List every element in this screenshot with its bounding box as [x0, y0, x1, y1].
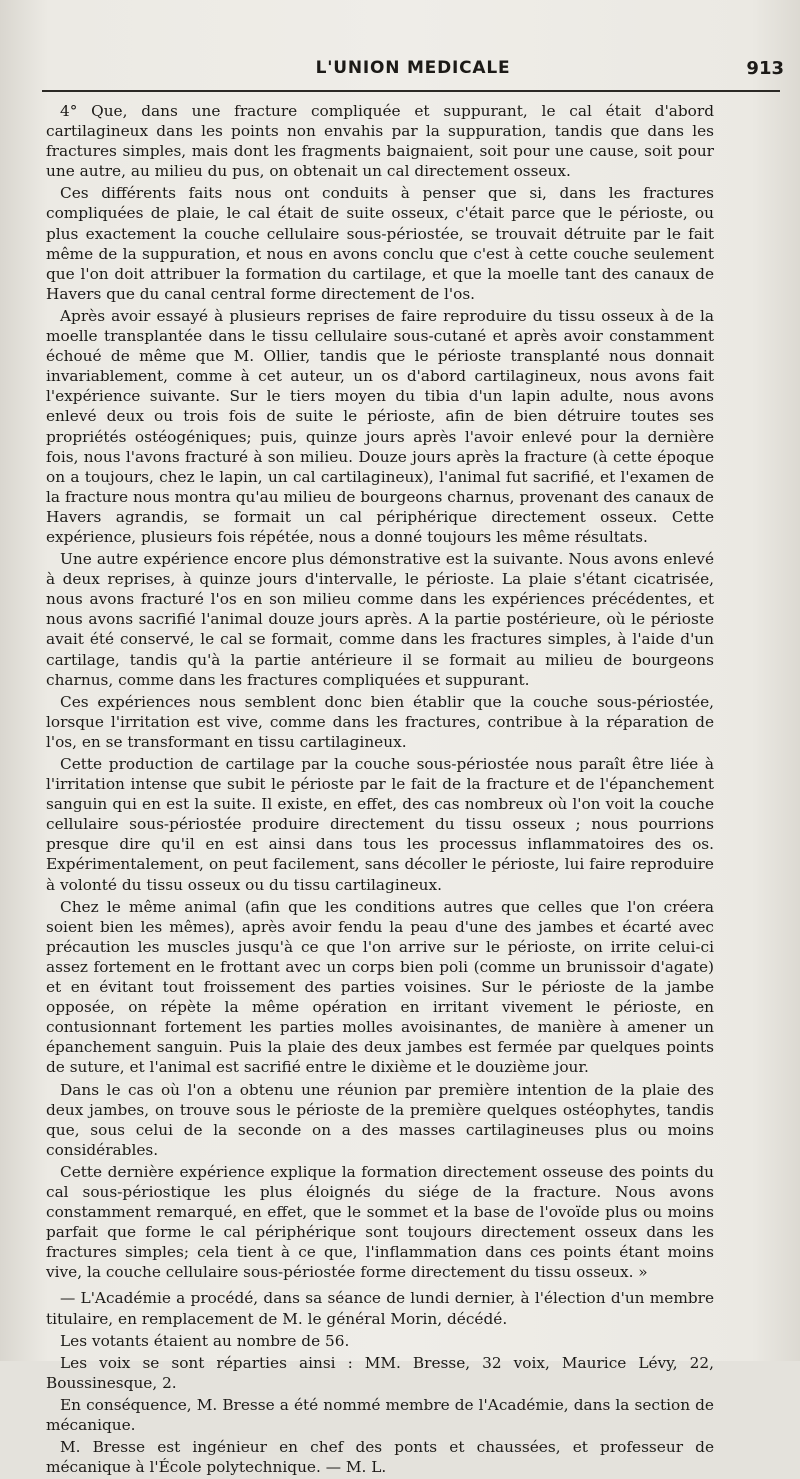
paragraph: Cette production de cartilage par la couche sous-périostée nous paraît être liée à l'irritation intense que subit le périoste par le fait de la fracture et de l'épanchement sanguin qui en est la suite. Il existe, en effet, des cas nombreux où l'on voit la couche cellulaire sous-périostée produire directement du tissu osseux ; nous pourrions presque dire qu'il en est ainsi dans tous les processus inflammatoires des os. Expérimentalement, on peut facilement, sans décoller le périoste, lui faire reproduire à volonté du tissu osseux ou du tissu cartilagineux. — [46, 755, 714, 894]
paragraph: Les voix se sont réparties ainsi : MM. Bresse, 32 voix, Maurice Lévy, 22, Boussinesque, 2. — [46, 1353, 714, 1392]
academy-news-paragraph: — L'Académie a procédé, dans sa séance de lundi dernier, à l'élection d'un membre titulaire, en remplacement de M. le général Morin, décédé. — [46, 1289, 714, 1328]
paragraph: Les votants étaient au nombre de 56. — [60, 1331, 350, 1350]
page-header — [42, 58, 784, 90]
page-number: 913 — [746, 58, 784, 79]
paragraph: 4° Que, dans une fracture compliquée et suppurant, le cal était d'abord cartilagineux dans les points non envahis par la suppuration, tandis que dans les fractures simples, mais dont les fragments baignaient, soit pour une cause, soit pour une autre, au milieu du pus, on obtenait un cal directement osseux. — [46, 102, 714, 181]
paragraph: En conséquence, M. Bresse a été nommé membre de l'Académie, dans la section de mécanique. — [46, 1395, 714, 1434]
paragraph: Une autre expérience encore plus démonstrative est la suivante. Nous avons enlevé à deux reprises, à quinze jours d'intervalle, le périoste. La plaie s'étant cicatrisée, nous avons fracturé l'os en son milieu comme dans les expériences précédentes, et nous avons sacrifié l'animal douze jours après. A la partie postérieure, où le périoste avait été conservé, le cal se formait, comme dans les fractures simples, à l'aide d'un cartilage, tandis qu'à la partie antérieure il se formait au milieu de bourgeons charnus, comme dans les fractures compliquées et suppurant. — [46, 550, 714, 689]
paragraph: Cette dernière expérience explique la formation directement osseuse des points du cal sous-périostique les plus éloignés du siége de la fracture. Nous avons constamment remarqué, en effet, que le sommet et la base de l'ovoïde plus ou moins parfait que forme le cal périphérique sont toujours directement osseux dans les fractures simples; cela tient à ce que, l'inflammation dans ces points étant moins vive, la couche cellulaire sous-périostée forme directement du tissu osseux. » — [46, 1162, 714, 1282]
paragraph: Chez le même animal (afin que les conditions autres que celles que l'on créera soient bien les mêmes), après avoir fendu la peau d'une des jambes et écarté avec précaution les muscles jusqu'à ce que l'on arrive sur le périoste, on irrite celui-ci assez fortement en le frottant avec un corps bien poli (comme un brunissoir d'agate) et en évitant tout froissement des parties voisines. Sur le périoste de la jambe opposée, on répète la même opération en irritant vivement le périoste, en contusionnant fortement les parties molles avoisinantes, de manière à amener un épanchement sanguin. Puis la plaie des deux jambes est fermée par quelques points de suture, et l'animal est sacrifié entre le dixième et le douzième jour. — [46, 897, 714, 1077]
paragraph: M. Bresse est ingénieur en chef des ponts et chaussées, et professeur de mécanique à l'École polytechnique. — M. L. — [46, 1438, 714, 1477]
article-body — [46, 101, 714, 1479]
paragraph: Après avoir essayé à plusieurs reprises de faire reproduire du tissu osseux à de la moelle transplantée dans le tissu cellulaire sous-cutané et après avoir constamment échoué de même que M. Ollier, tandis que le périoste transplanté nous donnait invariablement, comme à cet auteur, un os d'abord cartilagineux, nous avons fait l'expérience suivante. Sur le tiers moyen du tibia d'un lapin adulte, nous avons enlevé deux ou trois fois de suite le périoste, afin de bien détruire toutes ses propriétés ostéogéniques; puis, quinze jours après l'avoir enlevé pour la dernière fois, nous l'avons fracturé à son milieu. Douze jours après la fracture (à cette époque on a toujours, chez le lapin, un cal cartilagineux), l'animal fut sacrifié, et l'examen de la fracture nous montra qu'au milieu de bourgeons charnus, provenant des canaux de Havers agrandis, se formait un cal périphérique directement osseux. Cette expérience, plusieurs fois répétée, nous a donné toujours les même résultats. — [46, 306, 714, 546]
paragraph: Dans le cas où l'on a obtenu une réunion par première intention de la plaie des deux jambes, on trouve sous le périoste de la première quelques ostéophytes, tandis que, sous celui de la seconde on a des masses cartilagineuses plus ou moins considérables. — [46, 1080, 714, 1159]
running-title: L'UNION MEDICALE — [315, 58, 511, 78]
paragraph: Ces expériences nous semblent donc bien établir que la couche sous-périostée, lorsque l'irritation est vive, comme dans les fractures, contribue à la réparation de l'os, en se transformant en tissu cartilagineux. — [46, 692, 714, 751]
paragraph: Ces différents faits nous ont conduits à penser que si, dans les fractures compliquées de plaie, le cal était de suite osseux, c'était parce que le périoste, ou plus exactement la couche cellulaire sous-périostée, se trouvait détruite par le fait même de la suppuration, et nous en avons conclu que c'est à cette couche seulement que l'on doit attribuer la formation du cartilage, et que la moelle tant des canaux de Havers que du canal central forme directement de l'os. — [46, 184, 714, 303]
header-rule — [42, 90, 780, 92]
